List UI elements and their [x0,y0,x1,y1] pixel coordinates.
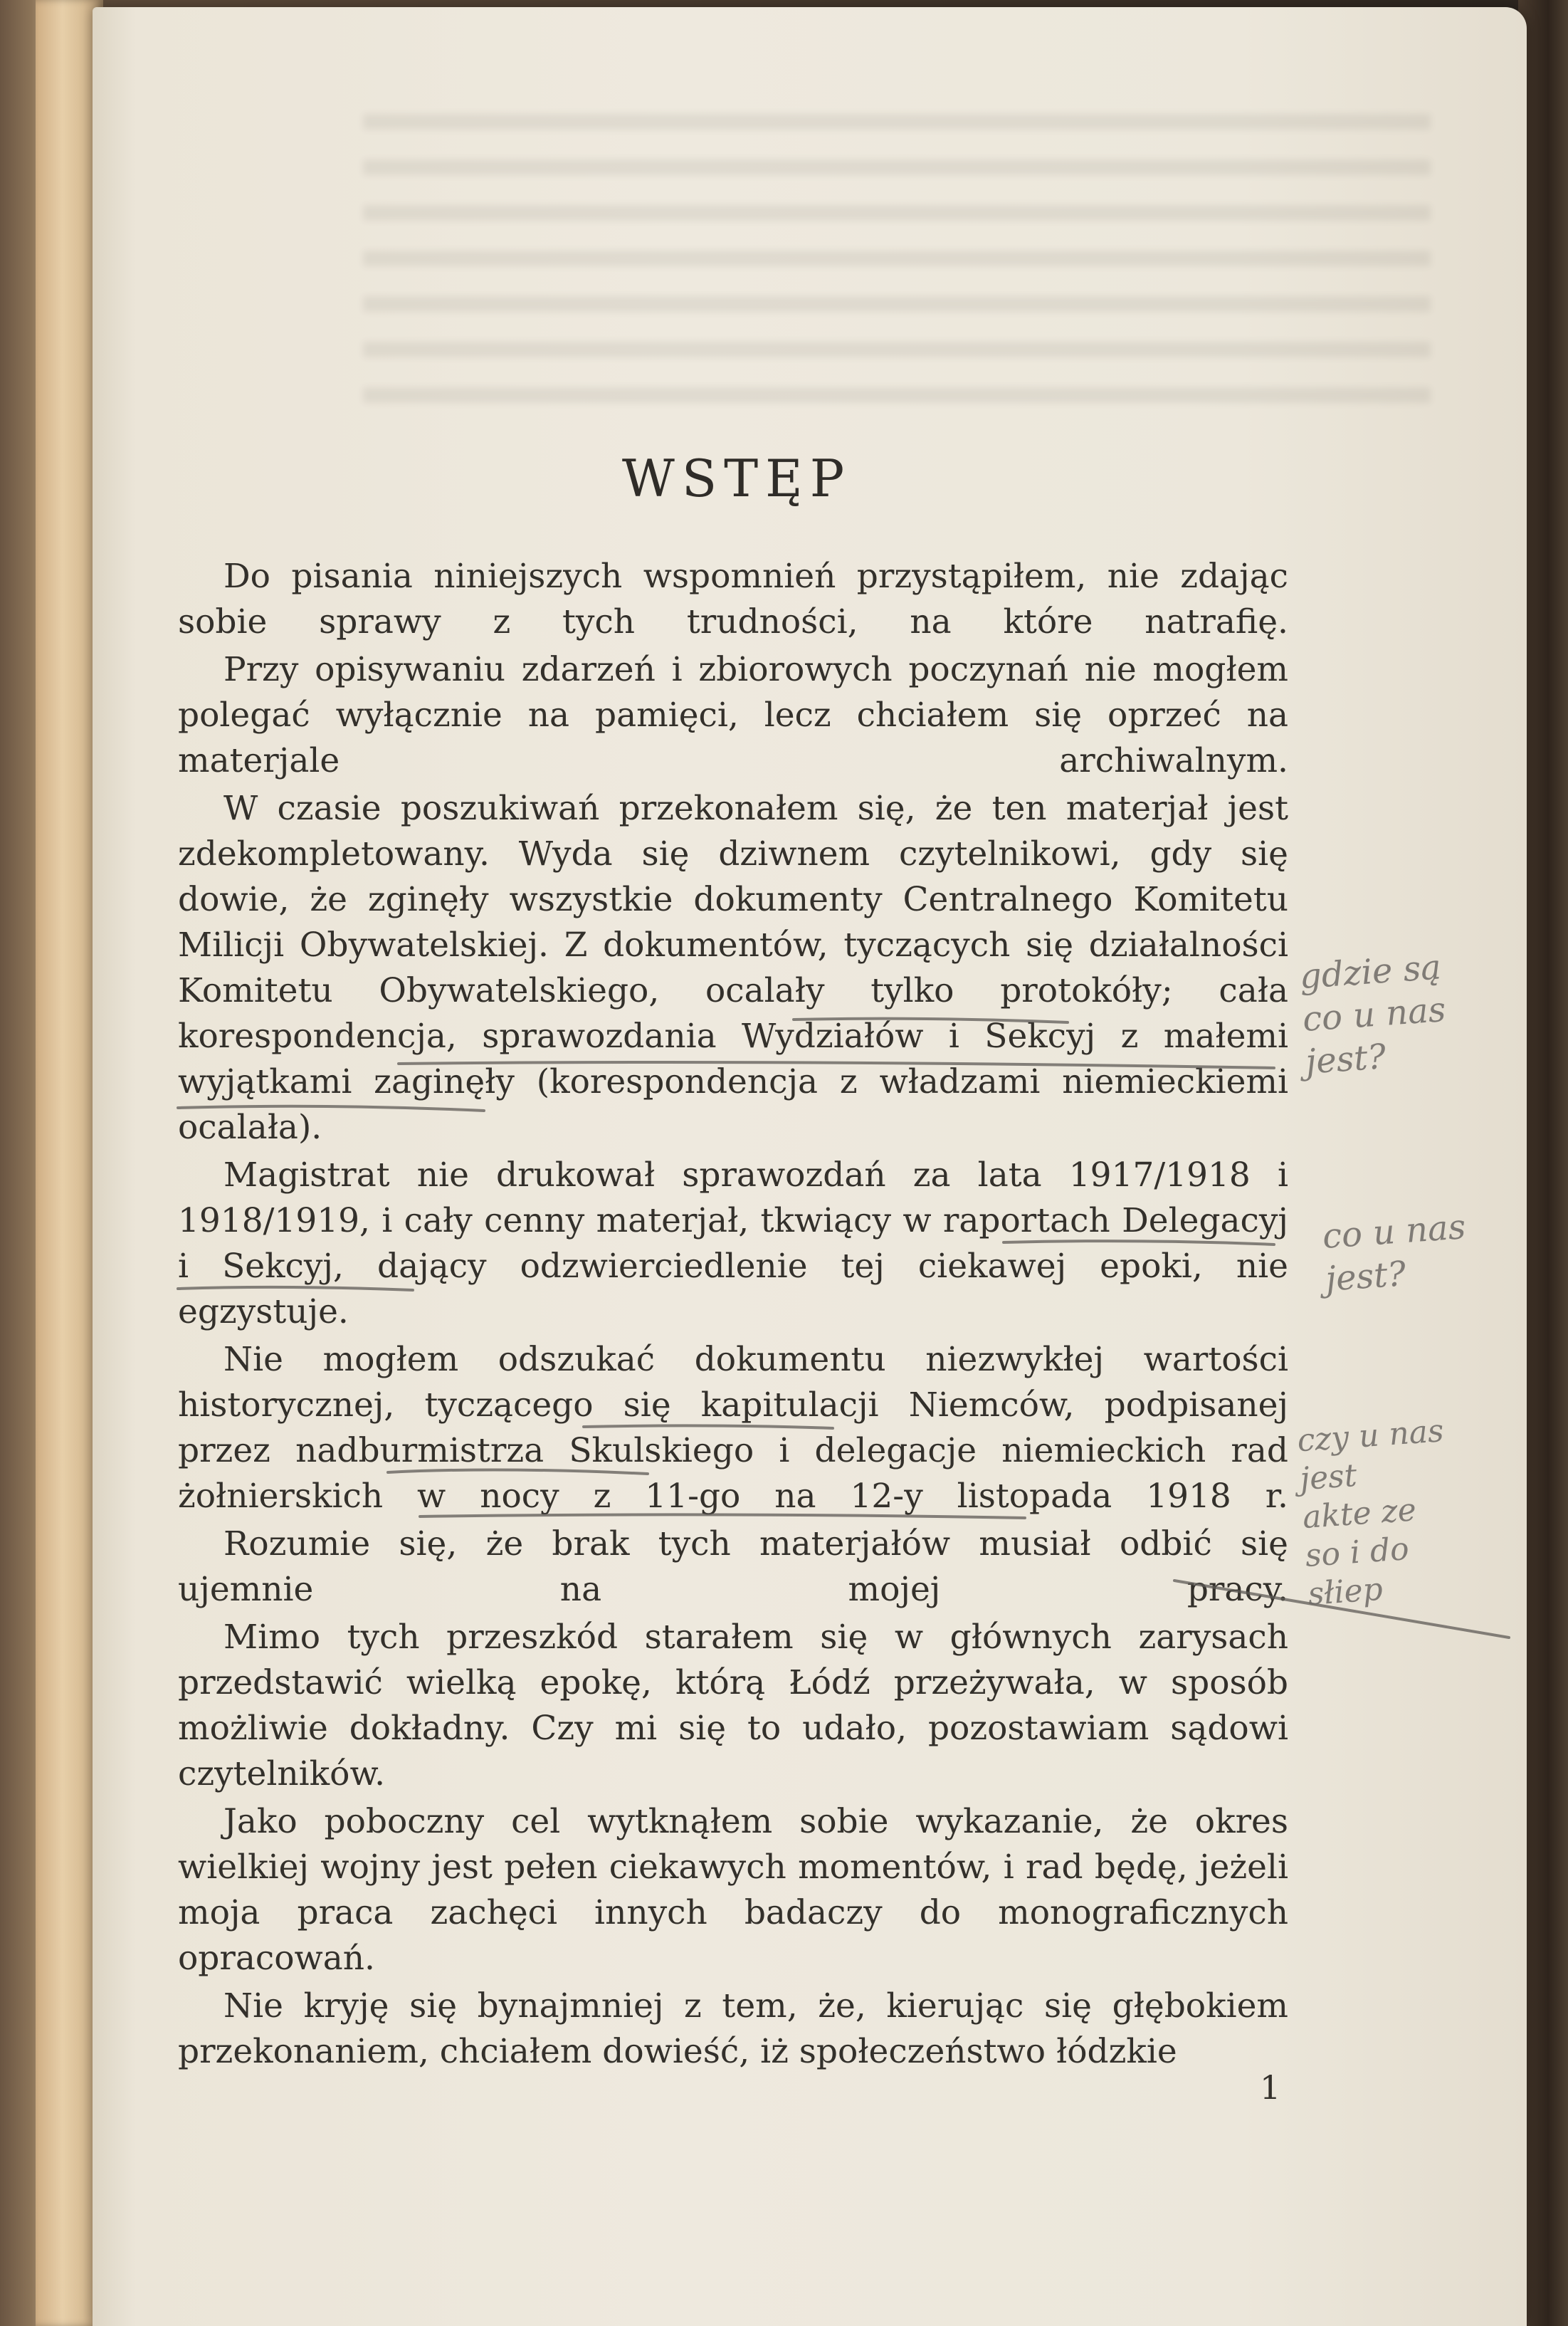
page-number: 1 [1260,2068,1281,2107]
paragraph: Mimo tych przeszkód starałem się w głównych zarysach przedstawić wielką epokę, którą Łódź przeżywała, w sposób możliwie dokładny. Czy mi się to udało, pozostawiam sądowi czytelników. [178,1618,1288,1793]
margin-note: co u nas jest? [1321,1207,1467,1299]
body-text [178,554,1288,2077]
paragraph: Do pisania niniejszych wspomnień przystąpiłem, nie zdając sobie sprawy z tych trudności, na które natrafię. [178,557,1288,641]
margin-note: czy u nas jest akte ze so i do słiep [1295,1413,1446,1613]
paragraph: Rozumie się, że brak tych materjałów musiał odbić się ujemnie na mojej pracy. [178,1524,1288,1609]
show-through-text [363,114,1431,427]
margin-note: gdzie są co u nas jest? [1298,947,1448,1082]
paragraph: W czasie poszukiwań przekonałem się, że ten materjał jest zdekompletowany. Wyda się dziwnem czytelnikowi, gdy się dowie, że zginęły wszystkie dokumenty Centralnego Komitetu Milicji Obywatelskiej. Z dokumentów, tyczących się działalności Komitetu Obywatelskiego, ocalały tylko protokóły; cała korespondencja, sprawozdania Wydziałów i Sekcyj z małemi wyjątkami zaginęły (korespondencja z władzami niemieckiemi ocalała). [178,789,1288,1147]
paragraph: Jako poboczny cel wytknąłem sobie wykazanie, że okres wielkiej wojny jest pełen ciekawych momentów, i rad będę, jeżeli moja praca zachęci innych badaczy do monograficznych opracowań. [178,1802,1288,1978]
paragraph: Przy opisywaniu zdarzeń i zbiorowych poczynań nie mogłem polegać wyłącznie na pamięci, lecz chciałem się oprzeć na materjale archiwalnym. [178,650,1288,780]
paragraph: Magistrat nie drukował sprawozdań za lata 1917/1918 i 1918/1919, i cały cenny materjał, tkwiący w raportach Delegacyj i Sekcyj, dający odzwierciedlenie tej ciekawej epoki, nie egzystuje. [178,1156,1288,1331]
paragraph: Nie kryję się bynajmniej z tem, że, kierując się głębokiem przekonaniem, chciałem dowieść, iż społeczeństwo łódzkie [178,1986,1288,2071]
page-title: WSTĘP [621,449,852,508]
paragraph: Nie mogłem odszukać dokumentu niezwykłej wartości historycznej, tyczącego się kapitulacji Niemców, podpisanej przez nadburmistrza Skulskiego i delegacje niemieckich rad żołnierskich w nocy z 11-go na 12-y listopada 1918 r. [178,1340,1288,1516]
